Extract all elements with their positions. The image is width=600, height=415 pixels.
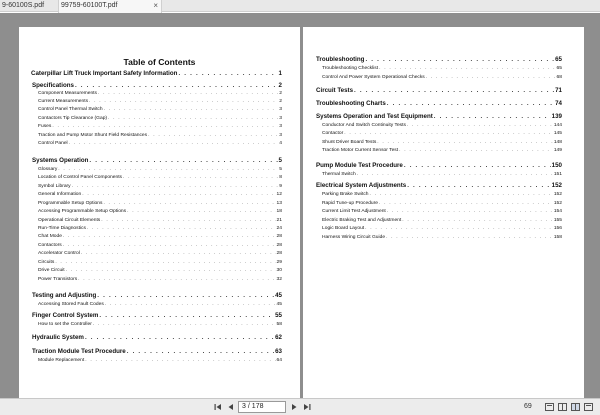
toc-entry-title: Harness Wiring Circuit Guide [322, 235, 386, 240]
toc-entry-title: Component Measurements [38, 91, 97, 96]
toc-entry-title: Glossary [38, 167, 58, 172]
leader-dots [365, 226, 553, 231]
toc-entry-page: 68 [556, 75, 562, 80]
toc-entry-page: 3 [279, 116, 282, 121]
leader-dots [404, 162, 551, 169]
leader-dots [354, 87, 554, 94]
toc-section[interactable] [32, 312, 282, 319]
toc-entry-page: 12 [276, 192, 282, 197]
toc-entry[interactable] [38, 133, 282, 138]
leader-dots [105, 302, 276, 307]
toc-entry-title: Contactors Tip Clearance (Gap) [38, 116, 108, 121]
current-page: 3 [242, 403, 246, 410]
toc-entry[interactable] [322, 123, 562, 128]
toc-entry[interactable] [38, 99, 282, 104]
close-icon[interactable]: × [153, 1, 158, 10]
toc-entry[interactable] [38, 107, 282, 112]
toc-entry-title: Specifications [32, 82, 74, 89]
toc-entry-title: Fuses [38, 124, 52, 129]
toc-entry[interactable] [322, 75, 562, 80]
leader-dots [87, 226, 276, 231]
toc-entry[interactable] [322, 209, 562, 214]
toc-entry-title: Contactor [322, 131, 344, 136]
toc-entry[interactable] [38, 91, 282, 96]
toc-entry-page: 2 [279, 99, 282, 104]
toc-entry[interactable] [38, 234, 282, 239]
toc-entry-title: Accessing Programmable Setup Options [38, 209, 127, 214]
toc-entry-title: Location of Control Panel Components [38, 175, 123, 180]
toc-section[interactable] [32, 292, 282, 299]
leader-dots [123, 175, 278, 180]
leader-dots [52, 124, 278, 129]
toc-entry[interactable] [38, 358, 282, 363]
first-page-icon[interactable] [213, 402, 223, 412]
toc-entry[interactable] [322, 131, 562, 136]
toc-entry-title: Traction and Pump Motor Shunt Field Resistances [38, 133, 148, 138]
leader-dots [127, 348, 274, 355]
toc-entry-page: 156 [553, 226, 562, 231]
toc-entry-title: Conductor And Switch Continuity Tests [322, 123, 406, 128]
leader-dots [407, 123, 553, 128]
toc-entry[interactable] [38, 124, 282, 129]
leader-dots [97, 292, 274, 299]
toc-entry-page: 3 [279, 107, 282, 112]
toc-entry-page: 71 [555, 87, 562, 94]
toc-entry-page: 28 [276, 234, 282, 239]
toc-entry-title: Traction Module Test Procedure [32, 348, 126, 355]
toc-entry-page: 55 [275, 312, 282, 319]
toc-entry-page: 158 [553, 235, 562, 240]
toc-entry-page: 62 [275, 334, 282, 341]
toc-entry-page: 145 [553, 131, 562, 136]
leader-dots [75, 82, 278, 89]
toc-entry-title: Current Limit Test Adjustment [322, 209, 386, 214]
toc-entry-page: 148 [553, 140, 562, 145]
toc-entry-page: 45 [276, 302, 282, 307]
toc-section[interactable] [316, 182, 562, 189]
leader-dots [103, 201, 275, 206]
toc-entry-title: Programmable Setup Options [38, 201, 103, 206]
leader-dots [127, 209, 275, 214]
toc-entry-page: 152 [551, 182, 562, 189]
toc-entry[interactable] [38, 226, 282, 231]
total-pages: / 178 [247, 403, 264, 410]
leader-dots [85, 358, 275, 363]
toc-section[interactable] [316, 162, 562, 169]
leader-dots [85, 334, 274, 341]
toc-entry[interactable] [322, 148, 562, 153]
toc-entry[interactable] [38, 209, 282, 214]
toc-section[interactable] [316, 113, 562, 120]
toc-entry-title: Traction Motor Current Sensor Test [322, 148, 399, 153]
leader-dots [101, 218, 275, 223]
toc-entry-page: 28 [276, 243, 282, 248]
leader-dots [63, 243, 276, 248]
toc-entry-page: 155 [553, 218, 562, 223]
toc-entry-page: 9 [279, 184, 282, 189]
toc-entry-title: Pump Module Test Procedure [316, 162, 403, 169]
toc-entry-page: 139 [551, 113, 562, 120]
toc-entry[interactable] [322, 201, 562, 206]
facing-view-icon[interactable] [584, 403, 593, 411]
toc-entry-title: Symbol Library [38, 184, 71, 189]
toc-entry[interactable] [322, 235, 562, 240]
toc-section[interactable] [32, 82, 282, 89]
toc-entry-page: 5 [278, 157, 282, 164]
toc-entry-page: 18 [276, 209, 282, 214]
page-title: Table of Contents [123, 57, 196, 67]
tab-bar [0, 0, 600, 12]
toc-entry[interactable] [38, 302, 282, 307]
tab-label: 9-60100S.pdf [2, 2, 45, 9]
toc-entry-page: 144 [553, 123, 562, 128]
leader-dots [377, 140, 553, 145]
toc-entry-title: Module Replacement [38, 358, 85, 363]
page-number-field[interactable] [238, 401, 286, 413]
two-page-view-icon[interactable] [571, 403, 580, 411]
toc-entry-title: Troubleshooting Checklist [322, 66, 379, 71]
next-page-icon[interactable] [289, 402, 299, 412]
leader-dots [66, 268, 276, 273]
leader-dots [365, 56, 554, 63]
toc-entry-title: Troubleshooting Charts [316, 100, 386, 107]
leader-dots [402, 218, 553, 223]
toc-entry[interactable] [322, 192, 562, 197]
toc-section[interactable] [316, 56, 562, 63]
leader-dots [89, 157, 277, 164]
toc-entry[interactable] [38, 184, 282, 189]
toc-entry-page: 24 [276, 226, 282, 231]
toc-entry-page: 32 [276, 277, 282, 282]
single-page-view-icon[interactable] [545, 403, 554, 411]
leader-dots [72, 184, 279, 189]
leader-dots [63, 234, 276, 239]
toc-entry-title: Drive Circuit [38, 268, 65, 273]
toc-entry-title: General Information [38, 192, 82, 197]
toc-entry-title: Operational Circuit Elements [38, 218, 101, 223]
toc-entry-page: 4 [279, 141, 282, 146]
toc-entry-page: 74 [555, 100, 562, 107]
toc-entry-title: Rapid Tune-up Procedure [322, 201, 379, 206]
toc-entry-page: 63 [275, 348, 282, 355]
leader-dots [148, 133, 278, 138]
toc-entry[interactable] [38, 260, 282, 265]
toc-entry[interactable] [38, 116, 282, 121]
toc-entry-page: 151 [553, 172, 562, 177]
toc-entry-page: 152 [553, 192, 562, 197]
leader-dots [399, 148, 553, 153]
leader-dots [81, 251, 276, 256]
leader-dots [426, 75, 556, 80]
pdf-page-left [19, 27, 300, 398]
toc-entry-title: Chat Mode [38, 234, 62, 239]
toc-entry-title: Accelerator Control [38, 251, 80, 256]
toc-entry-title: Circuit Tests [316, 87, 354, 94]
leader-dots [69, 141, 279, 146]
toc-entry-page: 3 [279, 133, 282, 138]
toc-entry[interactable] [322, 218, 562, 223]
toc-entry[interactable] [38, 251, 282, 256]
toc-entry[interactable] [38, 141, 282, 146]
toc-entry-title: Systems Operation and Test Equipment [316, 113, 433, 120]
leader-dots [55, 260, 275, 265]
toc-entry-title: Control Panel Thermal Switch [38, 107, 103, 112]
toc-entry-page: 58 [276, 322, 282, 327]
toc-entry-title: Run-Time Diagnostics [38, 226, 86, 231]
toc-entry-title: How to set the Controller [38, 322, 92, 327]
leader-dots [98, 91, 278, 96]
toc-entry-page: 65 [555, 56, 562, 63]
leader-dots [82, 192, 275, 197]
toc-entry-page: 149 [553, 148, 562, 153]
leader-dots [434, 113, 551, 120]
tab-label: 99759-60100T.pdf [61, 2, 118, 9]
document-viewer[interactable] [0, 13, 600, 398]
toc-entry-title: Testing and Adjusting [32, 292, 97, 299]
toc-entry-title: Power Transistors [38, 277, 78, 282]
leader-dots [93, 322, 276, 327]
toc-entry-title: Thermal Switch [322, 172, 356, 177]
toc-entry[interactable] [322, 172, 562, 177]
toc-entry[interactable] [322, 66, 562, 71]
toc-entry[interactable] [38, 322, 282, 327]
toc-entry-title: Contactors [38, 243, 62, 248]
zoom-level[interactable]: 69 [524, 403, 532, 410]
toc-entry[interactable] [322, 226, 562, 231]
toc-entry-title: Shunt Driver Board Tests [322, 140, 377, 145]
toc-section[interactable] [32, 348, 282, 355]
toc-entry-title: Systems Operation [32, 157, 89, 164]
leader-dots [369, 192, 552, 197]
toc-entry-page: 154 [553, 209, 562, 214]
toc-entry-page: 3 [279, 124, 282, 129]
toc-entry[interactable] [38, 175, 282, 180]
toc-section[interactable] [316, 100, 562, 107]
toc-entry-title: Control And Power System Operational Checks [322, 75, 425, 80]
toc-entry[interactable] [38, 243, 282, 248]
tab-document-1[interactable] [0, 0, 50, 12]
toc-entry-page: 30 [276, 268, 282, 273]
leader-dots [407, 182, 550, 189]
tab-document-2[interactable] [58, 0, 162, 13]
toc-entry[interactable] [38, 268, 282, 273]
toc-entry-page: 8 [279, 175, 282, 180]
leader-dots [379, 201, 553, 206]
toc-section[interactable] [32, 157, 282, 164]
leader-dots [104, 107, 279, 112]
toc-entry-title: Control Panel [38, 141, 68, 146]
toc-entry-page: 2 [278, 82, 282, 89]
toc-section[interactable] [316, 87, 562, 94]
continuous-view-icon[interactable] [558, 403, 567, 411]
toc-entry-page: 64 [276, 358, 282, 363]
toc-entry-page: 65 [556, 66, 562, 71]
toc-entry-title: Caterpillar Lift Truck Important Safety Information [31, 70, 178, 77]
toc-section[interactable] [32, 334, 282, 341]
toc-entry-title: Logic Board Layout [322, 226, 365, 231]
toc-entry-page: 152 [553, 201, 562, 206]
toc-entry[interactable] [38, 218, 282, 223]
toc-entry-page: 2 [279, 91, 282, 96]
toc-entry-page: 45 [275, 292, 282, 299]
leader-dots [386, 235, 553, 240]
toc-entry-page: 28 [276, 251, 282, 256]
toc-entry[interactable] [38, 192, 282, 197]
toc-entry-title: Parking Brake Switch [322, 192, 369, 197]
pdf-page-right [303, 27, 584, 398]
toc-entry-title: Electric Braking Test and Adjustment [322, 218, 402, 223]
leader-dots [89, 99, 278, 104]
leader-dots [387, 209, 553, 214]
leader-dots [379, 66, 555, 71]
previous-page-icon[interactable] [226, 402, 236, 412]
toc-entry[interactable] [322, 140, 562, 145]
toc-entry-page: 21 [276, 218, 282, 223]
leader-dots [344, 131, 553, 136]
leader-dots [387, 100, 554, 107]
toc-entry[interactable] [38, 167, 282, 172]
toc-entry-page: 150 [551, 162, 562, 169]
toc-entry-title: Hydraulic System [32, 334, 84, 341]
toc-entry-page: 13 [276, 201, 282, 206]
leader-dots [58, 167, 278, 172]
toc-entry-page: 1 [278, 70, 282, 77]
toc-entry-title: Accessing Stored Fault Codes [38, 302, 104, 307]
toc-entry-title: Electrical System Adjustments [316, 182, 407, 189]
leader-dots [178, 70, 277, 77]
toc-section[interactable] [31, 70, 282, 77]
toc-entry-title: Finger Control System [32, 312, 99, 319]
leader-dots [357, 172, 553, 177]
last-page-icon[interactable] [302, 402, 312, 412]
toc-entry[interactable] [38, 277, 282, 282]
leader-dots [99, 312, 274, 319]
toc-entry-title: Current Measurements [38, 99, 89, 104]
toc-entry-page: 29 [276, 260, 282, 265]
toc-entry[interactable] [38, 201, 282, 206]
status-bar [0, 398, 600, 415]
toc-entry-title: Troubleshooting [316, 56, 365, 63]
toc-entry-page: 5 [279, 167, 282, 172]
toc-entry-title: Circuits [38, 260, 55, 265]
leader-dots [108, 116, 278, 121]
leader-dots [78, 277, 275, 282]
